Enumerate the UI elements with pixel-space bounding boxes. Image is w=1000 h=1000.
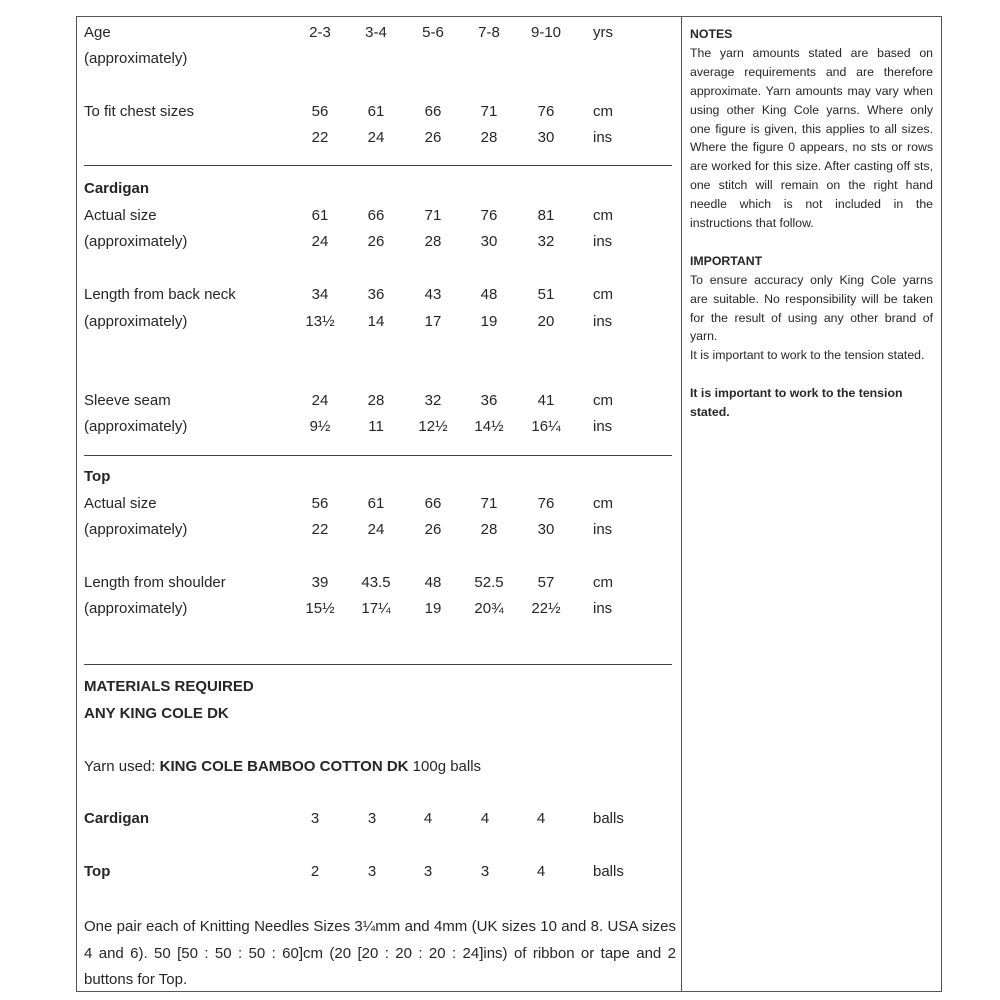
row-label: (approximately) xyxy=(84,313,188,330)
row-label: (approximately) xyxy=(84,600,188,617)
unit-label: cm xyxy=(593,574,613,591)
size-value: 17¼ xyxy=(361,600,391,617)
size-value: 43.5 xyxy=(361,574,391,591)
size-value: 76 xyxy=(537,103,555,120)
size-value: 17 xyxy=(424,313,442,330)
unit-label: cm xyxy=(593,286,613,303)
notes-body: The yarn amounts stated are based on average requirements and are therefore approximate. Yarn amounts may vary when using other King Cole yarns. Where only one figure is given, this applies to all sizes. Where the figure 0 appears, no sts or rows are worked for this size. After casting off sts, one stitch will remain on the right hand needle which is not included in the instructions that follow. xyxy=(690,45,933,231)
important-bold-note: It is important to work to the tension stated. xyxy=(690,386,903,420)
size-value: 3-4 xyxy=(365,24,387,41)
size-value: 22½ xyxy=(531,600,561,617)
size-value: 11 xyxy=(368,418,384,435)
balls-value: 4 xyxy=(536,863,546,880)
materials-heading: MATERIALS REQUIRED xyxy=(84,678,254,695)
size-value: 28 xyxy=(367,392,385,409)
size-value: 66 xyxy=(424,103,442,120)
size-value: 36 xyxy=(367,286,385,303)
balls-value: 2 xyxy=(310,863,320,880)
size-value: 30 xyxy=(537,521,555,538)
balls-row-label: Cardigan xyxy=(84,810,150,827)
size-value: 71 xyxy=(480,495,498,512)
size-value: 28 xyxy=(480,521,498,538)
size-value: 36 xyxy=(480,392,498,409)
divider-line xyxy=(84,455,672,456)
balls-value: 3 xyxy=(310,810,320,827)
unit-label: ins xyxy=(593,233,613,250)
unit-label: ins xyxy=(593,129,613,146)
size-value: 5-6 xyxy=(422,24,444,41)
balls-value: 4 xyxy=(480,810,490,827)
size-value: 61 xyxy=(311,207,329,224)
yarn-name: KING COLE BAMBOO COTTON DK xyxy=(159,758,409,775)
size-value: 71 xyxy=(480,103,498,120)
balls-row-label: Top xyxy=(84,863,111,880)
size-value: 28 xyxy=(424,233,442,250)
yarn-used-line xyxy=(84,758,481,776)
size-value: 56 xyxy=(311,103,329,120)
size-value: 61 xyxy=(367,103,385,120)
size-value: 24 xyxy=(367,129,385,146)
size-value: 9½ xyxy=(309,418,331,435)
size-value: 76 xyxy=(537,495,555,512)
size-value: 56 xyxy=(311,495,329,512)
size-value: 28 xyxy=(480,129,498,146)
unit-label: yrs xyxy=(593,24,613,41)
size-value: 61 xyxy=(367,495,385,512)
important-title: IMPORTANT xyxy=(690,253,763,268)
size-value: 26 xyxy=(424,521,442,538)
row-label: (approximately) xyxy=(84,50,188,67)
size-value: 48 xyxy=(424,574,442,591)
spacer xyxy=(690,365,933,384)
spacer xyxy=(690,233,933,252)
important-body-tension: It is important to work to the tension stated. xyxy=(690,348,925,363)
balls-value: 3 xyxy=(367,810,377,827)
row-label: Actual size xyxy=(84,495,157,512)
size-value: 57 xyxy=(537,574,555,591)
size-value: 41 xyxy=(537,392,555,409)
unit-label: balls xyxy=(593,863,624,880)
size-value: 20 xyxy=(537,313,555,330)
balls-value: 4 xyxy=(536,810,546,827)
size-value: 76 xyxy=(480,207,498,224)
unit-label: cm xyxy=(593,103,613,120)
unit-label: ins xyxy=(593,600,613,617)
unit-label: ins xyxy=(593,313,613,330)
notes-panel xyxy=(690,25,933,422)
size-value: 34 xyxy=(311,286,329,303)
important-body: To ensure accuracy only King Cole yarns are suitable. No responsibility will be taken for the result of using any other brand of yarn. xyxy=(690,272,933,344)
row-label: Age xyxy=(84,24,111,41)
size-value: 71 xyxy=(424,207,442,224)
size-value: 15½ xyxy=(305,600,335,617)
unit-label: ins xyxy=(593,418,613,435)
size-value: 52.5 xyxy=(474,574,504,591)
size-value: 14½ xyxy=(474,418,504,435)
size-value: 19 xyxy=(480,313,498,330)
size-value: 24 xyxy=(311,233,329,250)
column-divider xyxy=(681,16,682,992)
balls-value: 3 xyxy=(423,863,433,880)
divider-line xyxy=(84,664,672,665)
size-value: 24 xyxy=(311,392,329,409)
size-value: 30 xyxy=(537,129,555,146)
balls-value: 3 xyxy=(480,863,490,880)
size-value: 13½ xyxy=(305,313,335,330)
size-value: 7-8 xyxy=(478,24,500,41)
row-label: Length from back neck xyxy=(84,286,236,303)
section-heading: Cardigan xyxy=(84,180,150,197)
size-value: 9-10 xyxy=(530,24,562,41)
yarn-suffix: 100g balls xyxy=(408,758,482,775)
unit-label: cm xyxy=(593,392,613,409)
size-value: 30 xyxy=(480,233,498,250)
unit-label: cm xyxy=(593,495,613,512)
row-label: (approximately) xyxy=(84,418,188,435)
size-value: 20¾ xyxy=(474,600,504,617)
unit-label: ins xyxy=(593,521,613,538)
unit-label: balls xyxy=(593,810,624,827)
divider-line xyxy=(84,165,672,166)
row-label: Actual size xyxy=(84,207,157,224)
size-value: 26 xyxy=(424,129,442,146)
size-value: 66 xyxy=(367,207,385,224)
needles-paragraph: One pair each of Knitting Needles Sizes 3¼mm and 4mm (UK sizes 10 and 8. USA sizes 4 and 6). 50 [50 : 50 : 50 : 60]cm (20 [20 : 20 : 20 : 24]ins) of ribbon or tape and 2 buttons for Top. xyxy=(84,918,676,988)
unit-label: cm xyxy=(593,207,613,224)
size-value: 26 xyxy=(367,233,385,250)
size-value: 43 xyxy=(424,286,442,303)
size-value: 12½ xyxy=(418,418,448,435)
size-value: 66 xyxy=(424,495,442,512)
size-value: 51 xyxy=(537,286,555,303)
row-label: (approximately) xyxy=(84,233,188,250)
row-label: Sleeve seam xyxy=(84,392,171,409)
size-value: 14 xyxy=(367,313,385,330)
size-value: 24 xyxy=(367,521,385,538)
yarn-prefix: Yarn used: xyxy=(84,758,160,775)
notes-title: NOTES xyxy=(690,27,733,41)
row-label: To fit chest sizes xyxy=(84,103,195,120)
materials-subheading: ANY KING COLE DK xyxy=(84,705,229,722)
balls-value: 3 xyxy=(367,863,377,880)
size-value: 39 xyxy=(311,574,329,591)
row-label: Length from shoulder xyxy=(84,574,226,591)
size-value: 22 xyxy=(311,521,329,538)
size-value: 48 xyxy=(480,286,498,303)
size-value: 22 xyxy=(311,129,329,146)
size-value: 19 xyxy=(424,600,442,617)
size-value: 16¼ xyxy=(531,418,561,435)
size-value: 2-3 xyxy=(309,24,331,41)
balls-value: 4 xyxy=(423,810,433,827)
size-value: 81 xyxy=(537,207,555,224)
section-heading: Top xyxy=(84,468,111,485)
size-value: 32 xyxy=(537,233,555,250)
row-label: (approximately) xyxy=(84,521,188,538)
size-value: 32 xyxy=(424,392,442,409)
